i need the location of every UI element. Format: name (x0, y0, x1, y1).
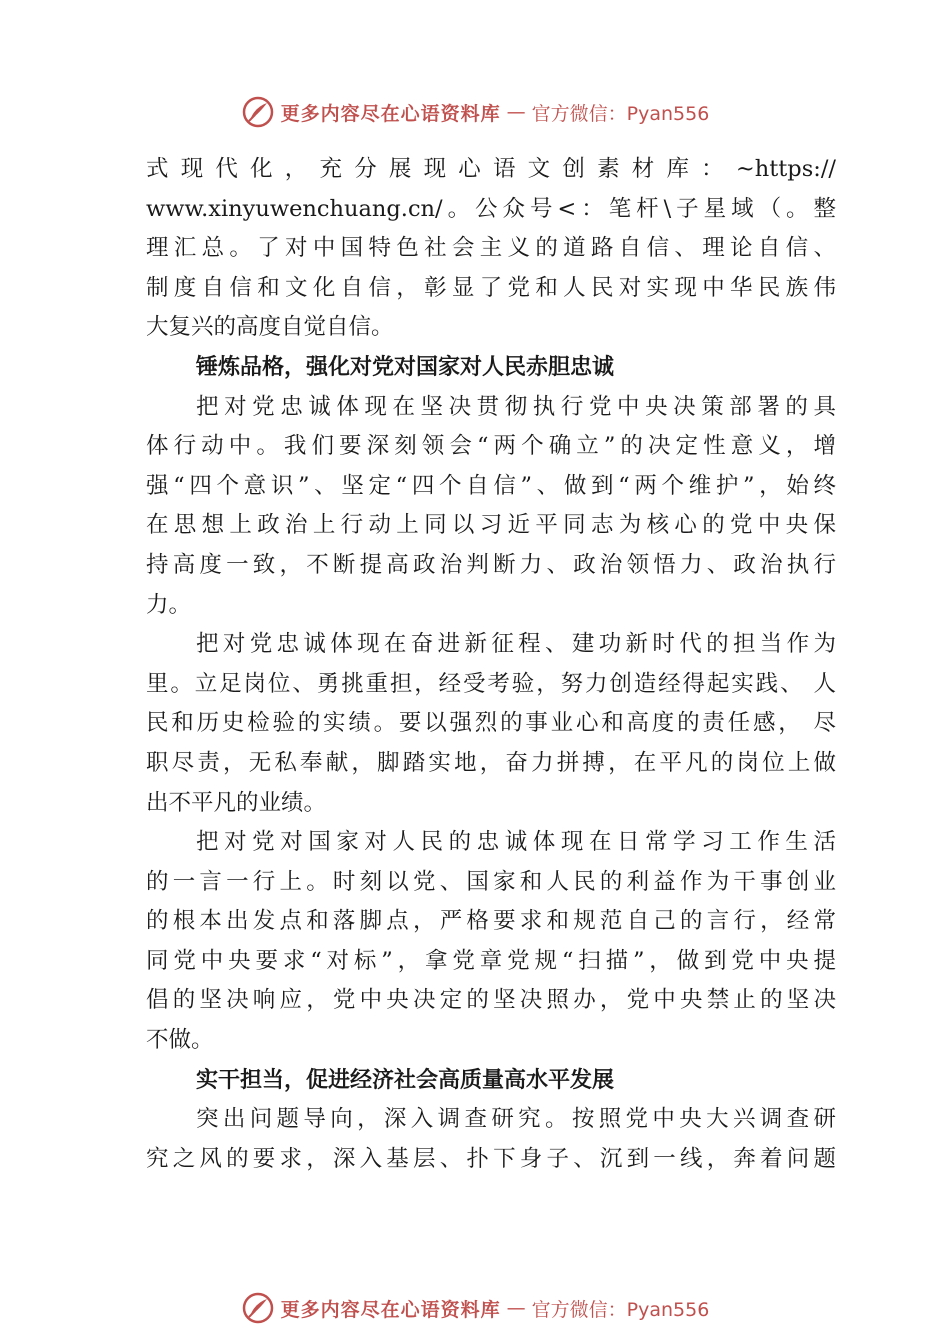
text-line: 同党中央要求“对标”，拿党章党规“扫描”，做到党中央提 (146, 947, 836, 974)
text-line: 理汇总。了对中国特色社会主义的道路自信、理论自信、 (146, 235, 836, 262)
text-line: 里。立足岗位、勇挑重担，经受考验，努力创造经得起实践、 人 (146, 670, 836, 697)
text-line: 力。 (146, 591, 192, 618)
text-line: 民和历史检验的实绩。要以强烈的事业心和高度的责任感， 尽 (146, 710, 836, 737)
text-line: 职尽责，无私奉献，脚踏实地，奋力拼搏，在平凡的岗位上做 (146, 749, 836, 776)
banner-title: 更多内容尽在心语资料库 (280, 102, 501, 125)
text-line: 不做。 (146, 1027, 214, 1054)
text-line: 持高度一致，不断提高政治判断力、政治领悟力、政治执行 (146, 551, 836, 578)
text-line: 的一言一行上。时刻以党、国家和人民的利益作为干事创业 (146, 868, 836, 895)
text-line: 倡的坚决响应，党中央决定的坚决照办，党中央禁止的坚决 (146, 987, 836, 1014)
text-line: 把对党忠诚体现在坚决贯彻执行党中央决策部署的具 (196, 393, 836, 420)
text-line: 制度自信和文化自信，彰显了党和人民对实现中华民族伟 (146, 274, 836, 301)
text-line: 强“四个意识”、坚定“四个自信”、做到“两个维护”，始终 (146, 472, 836, 499)
banner-contact: 官方微信：Pyan556 (531, 102, 710, 125)
logo-icon (241, 1291, 275, 1325)
footer-banner (0, 1288, 950, 1328)
banner-title: 更多内容尽在心语资料库 (280, 1298, 501, 1321)
section-heading: 实干担当，促进经济社会高质量高水平发展 (196, 1067, 615, 1093)
text-line: 式 现 代 化 ， 充 分 展 现 心 语 文 创 素 材 库 ： ~https:// (146, 156, 836, 182)
text-line: 大复兴的高度自觉自信。 (146, 314, 394, 341)
banner-contact: 官方微信：Pyan556 (531, 1298, 710, 1321)
text-line: 究之风的要求，深入基层、扑下身子、沉到一线，奔着问题 (146, 1145, 836, 1172)
header-banner (0, 92, 950, 132)
section-heading: 锤炼品格，强化对党对国家对人民赤胆忠诚 (196, 354, 615, 380)
banner-dash: — (506, 1297, 526, 1319)
text-line: 在思想上政治上行动上同以习近平同志为核心的党中央保 (146, 512, 836, 539)
text-line: 把对党忠诚体现在奋进新征程、建功新时代的担当作为 (196, 631, 836, 658)
logo-icon (241, 95, 275, 129)
text-line: 出不平凡的业绩。 (146, 789, 327, 816)
text-line: 突出问题导向，深入调查研究。按照党中央大兴调查研 (196, 1106, 836, 1133)
document-body (146, 150, 836, 1179)
text-line: 的根本出发点和落脚点，严格要求和规范自己的言行，经常 (146, 908, 836, 935)
text-line: 把对党对国家对人民的忠诚体现在日常学习工作生活 (196, 829, 836, 856)
banner-dash: — (506, 101, 526, 123)
text-line: 体行动中。我们要深刻领会“两个确立”的决定性意义，增 (146, 433, 836, 460)
text-line: www.xinyuwenchuang.cn/。公众号<：笔杆\子星域（。整 (146, 195, 836, 222)
